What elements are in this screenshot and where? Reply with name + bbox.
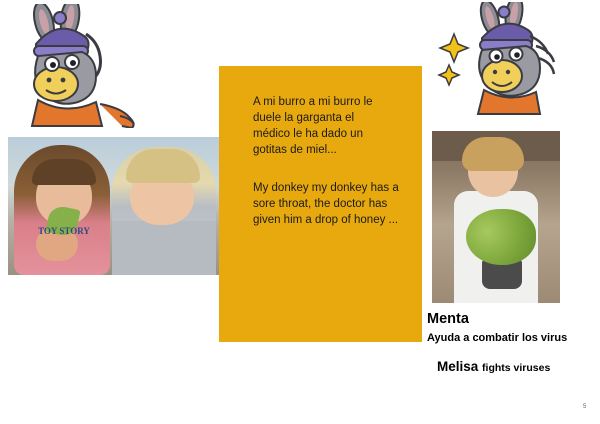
caption-melisa-name: Melisa [437, 359, 479, 374]
donkey-left-illustration [8, 4, 160, 128]
page-number: 5 [583, 404, 587, 410]
boy-shirt-text: TOY STORY [38, 226, 90, 236]
mint-plant-leaves [466, 209, 536, 265]
child-girl [14, 145, 110, 275]
lyrics-english: My donkey my donkey has a sore throat, the doctor has given him a drop of honey ... [253, 182, 399, 226]
caption-melisa [437, 359, 550, 374]
plant-boy-hair [462, 137, 524, 171]
kids-photo [8, 137, 220, 275]
child-boy [112, 147, 216, 275]
caption-menta: Menta [427, 311, 469, 327]
donkey-right-illustration [432, 2, 582, 120]
caption-ayuda: Ayuda a combatir los virus [427, 332, 568, 344]
girl-hair [32, 159, 96, 185]
boy-shirt [112, 221, 216, 275]
lyrics-spanish: A mi burro a mi burro le duele la garganta el médico le ha dado un gotitas de miel... [253, 96, 373, 156]
boy-hair [126, 149, 200, 183]
caption-melisa-rest: fights viruses [482, 362, 551, 374]
plant-photo [432, 131, 560, 303]
lyrics-panel [219, 66, 422, 342]
